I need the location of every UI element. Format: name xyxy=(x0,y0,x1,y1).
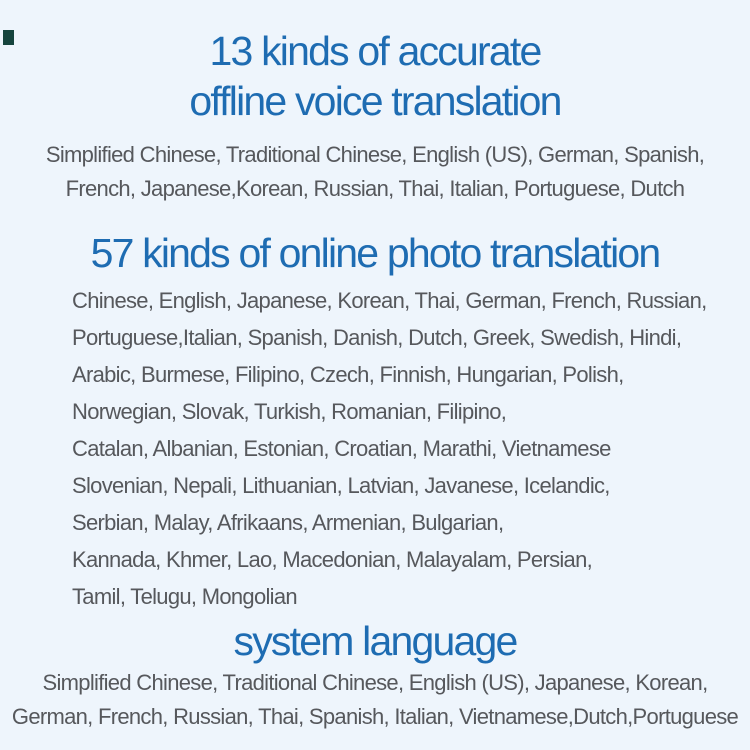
corner-watermark-square xyxy=(3,30,14,45)
photo-translation-languages-line-9: Tamil, Telugu, Mongolian xyxy=(72,584,297,609)
section-photo-translation xyxy=(0,228,750,615)
system-language-languages-line-1: Simplified Chinese, Traditional Chinese, English (US), Japanese, Korean, xyxy=(42,670,708,695)
photo-translation-languages-line-3: Arabic, Burmese, Filipino, Czech, Finnish, Hungarian, Polish, xyxy=(72,362,624,387)
section-offline-voice-translation xyxy=(0,26,750,206)
offline-voice-title-line-2: offline voice translation xyxy=(189,78,561,124)
system-language-languages-line-2: German, French, Russian, Thai, Spanish, Italian, Vietnamese,Dutch,Portuguese xyxy=(11,704,739,729)
system-language-title xyxy=(0,616,750,666)
system-language-list xyxy=(0,666,750,734)
section-system-language xyxy=(0,616,750,734)
photo-translation-languages-line-6: Slovenian, Nepali, Lithuanian, Latvian, Javanese, Icelandic, xyxy=(72,473,610,498)
photo-translation-languages-line-5: Catalan, Albanian, Estonian, Croatian, Marathi, Vietnamese xyxy=(72,436,611,461)
photo-translation-languages-line-4: Norwegian, Slovak, Turkish, Romanian, Filipino, xyxy=(72,399,507,424)
offline-voice-language-list xyxy=(0,138,750,206)
offline-voice-title-line-1: 13 kinds of accurate xyxy=(209,28,541,74)
system-language-title-line-1: system language xyxy=(233,618,517,664)
photo-translation-languages-line-2: Portuguese,Italian, Spanish, Danish, Dutch, Greek, Swedish, Hindi, xyxy=(72,325,682,350)
photo-translation-title xyxy=(0,228,750,278)
photo-translation-language-list xyxy=(0,282,750,615)
offline-voice-languages-line-1: Simplified Chinese, Traditional Chinese, English (US), German, Spanish, xyxy=(45,142,705,167)
offline-voice-languages-line-2: French, Japanese,Korean, Russian, Thai, Italian, Portuguese, Dutch xyxy=(65,176,685,201)
photo-translation-title-line-1: 57 kinds of online photo translation xyxy=(90,230,660,276)
photo-translation-languages-line-8: Kannada, Khmer, Lao, Macedonian, Malayalam, Persian, xyxy=(72,547,593,572)
offline-voice-title xyxy=(0,26,750,126)
photo-translation-languages-line-7: Serbian, Malay, Afrikaans, Armenian, Bulgarian, xyxy=(72,510,504,535)
photo-translation-languages-line-1: Chinese, English, Japanese, Korean, Thai, German, French, Russian, xyxy=(72,288,707,313)
